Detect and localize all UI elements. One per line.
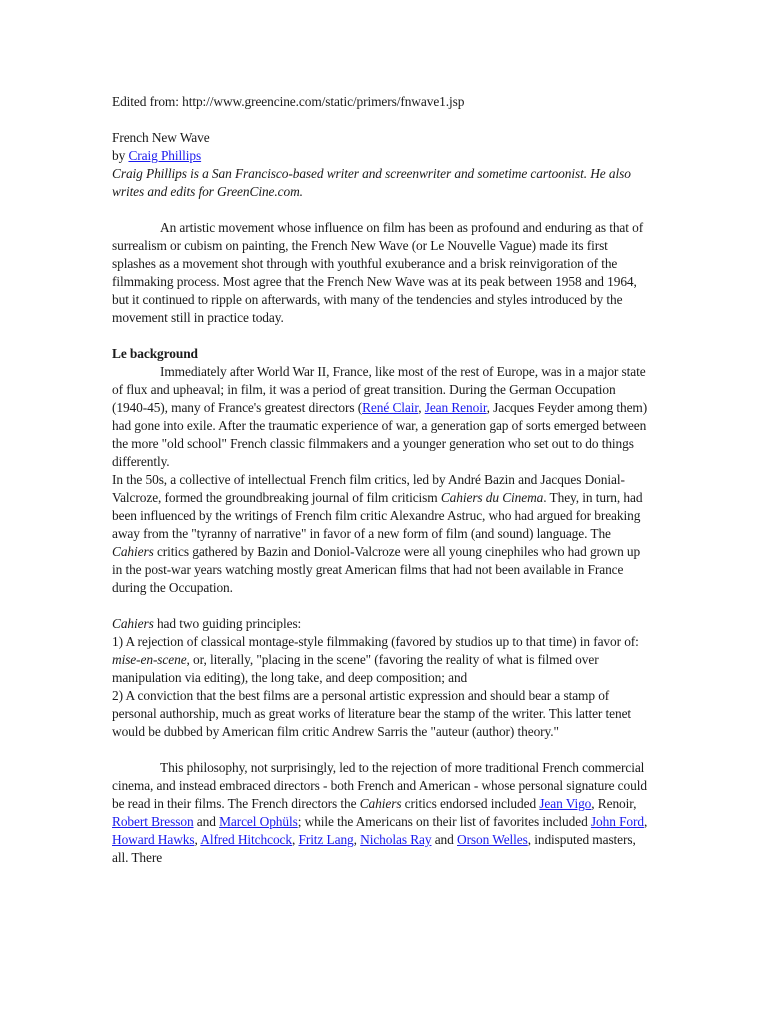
byline-prefix: by [112,148,126,163]
principle-one-text-b: , or, literally, "placing in the scene" (favoring the reality of what is filmed over manipulation via editing), the long take, and deep composition; and [112,652,599,685]
link-robert-bresson[interactable]: Robert Bresson [112,814,194,829]
link-rene-clair[interactable]: René Clair [362,400,419,415]
section-heading-background: Le background [112,346,198,361]
link-alfred-hitchcock[interactable]: Alfred Hitchcock [200,832,292,847]
principle-two: 2) A conviction that the best films are a personal artistic expression and should bear a stamp of personal authorship, much as great works of literature bear the stamp of the writer. This latter tenet would be dubbed by American film critic Andrew Sarris the "auteur (author) theory." [112,688,632,739]
background-p1-text-b: , Jacques Feyder among them) had gone into exile. After the traumatic experience of war, a generation gap of sorts emerged between the more "old school" French classic filmmakers and a younger generation who set out to do things differently. [112,400,648,469]
philosophy-comma-1: , [643,814,648,829]
article-title: French New Wave [112,130,210,145]
philosophy-text-e: , indisputed masters, all. There [112,832,636,865]
link-marcel-ophuls[interactable]: Marcel Ophüls [219,814,298,829]
author-bio-text: Craig Phillips is a San Francisco-based writer and screenwriter and sometime cartoonist. He also writes and edits for GreenCine.com. [112,166,631,199]
source-url: http://www.greencine.com/static/primers/fnwave1.jsp [182,94,465,109]
principles-intro-rest: had two guiding principles: [153,616,302,631]
philosophy-text-a: This philosophy, not surprisingly, led to the rejection of more traditional French commercial cinema, and instead embraced directors - both French and American - whose personal signature could be read in their films. The French directors the [112,760,647,811]
background-p1-text-a: Immediately after World War II, France, like most of the rest of Europe, was in a major state of flux and upheaval; in film, it was a period of great transition. During the German Occupation (1940-45), many of France's greatest directors ( [112,364,646,415]
background-p2-text-c: critics gathered by Bazin and Doniol-Valcroze were all young cinephiles who had grown up in the post-war years watching mostly great American films that had not been available in France during the Occupation. [112,544,641,595]
philosophy-text-c: , Renoir, [591,796,637,811]
background-p2-text-a: In the 50s, a collective of intellectual French film critics, led by André Bazin and Jacques Donial-Valcroze, formed the groundbreaking journal of film criticism [112,472,625,505]
document-page [112,93,652,867]
author-link[interactable]: Craig Phillips [128,148,202,163]
link-jean-vigo[interactable]: Jean Vigo [539,796,592,811]
philosophy-comma-2: , [194,832,201,847]
philosophy-cahiers-title: Cahiers [359,796,402,811]
cahiers-title: Cahiers [112,544,154,559]
author-bio [112,165,652,201]
philosophy-comma-4: , [353,832,361,847]
source-prefix: Edited from: [112,94,179,109]
principles-cahiers-title: Cahiers [112,616,154,631]
intro-paragraph: An artistic movement whose influence on film has been as profound and enduring as that of surrealism or cubism on painting, the French New Wave (or Le Nouvelle Vague) made its first splashes as a movement shot through with youthful exuberance and a brisk reinvigoration of the filmmaking process. Most agree that the French New Wave was at its peak between 1958 and 1964, but it continued to ripple on afterwards, with many of the tendencies and styles introduced by the movement still in practice today. [112,220,644,325]
link-howard-hawks[interactable]: Howard Hawks [112,832,195,847]
link-orson-welles[interactable]: Orson Welles [457,832,528,847]
cahiers-du-cinema-title: Cahiers du Cinema [440,490,544,505]
link-nicholas-ray[interactable]: Nicholas Ray [360,832,432,847]
link-fritz-lang[interactable]: Fritz Lang [298,832,354,847]
principle-one-text-a: 1) A rejection of classical montage-style filmmaking (favored by studios up to that time) in favor of: [112,634,639,649]
source-line [112,93,652,111]
philosophy-and-1: and [193,814,220,829]
philosophy-text-d: ; while the Americans on their list of favorites included [297,814,591,829]
byline [112,147,652,165]
background-paragraph-1 [112,363,652,471]
philosophy-paragraph [112,759,652,867]
background-paragraph-2 [112,471,652,597]
mise-en-scene-term: mise-en-scene [112,652,187,667]
principle-one [112,633,652,687]
link-john-ford[interactable]: John Ford [590,814,644,829]
philosophy-comma-3: , [291,832,299,847]
link-jean-renoir[interactable]: Jean Renoir [424,400,487,415]
philosophy-and-2: and [431,832,457,847]
background-p1-separator: , [418,400,425,415]
philosophy-text-b: critics endorsed included [401,796,540,811]
principles-intro [112,615,652,633]
background-p2-text-b: . They, in turn, had been influenced by the writings of French film critic Alexandre Astruc, who had argued for breaking away from the "tyranny of narrative" in favor of a new form of film (and sound) language. The [112,490,643,541]
